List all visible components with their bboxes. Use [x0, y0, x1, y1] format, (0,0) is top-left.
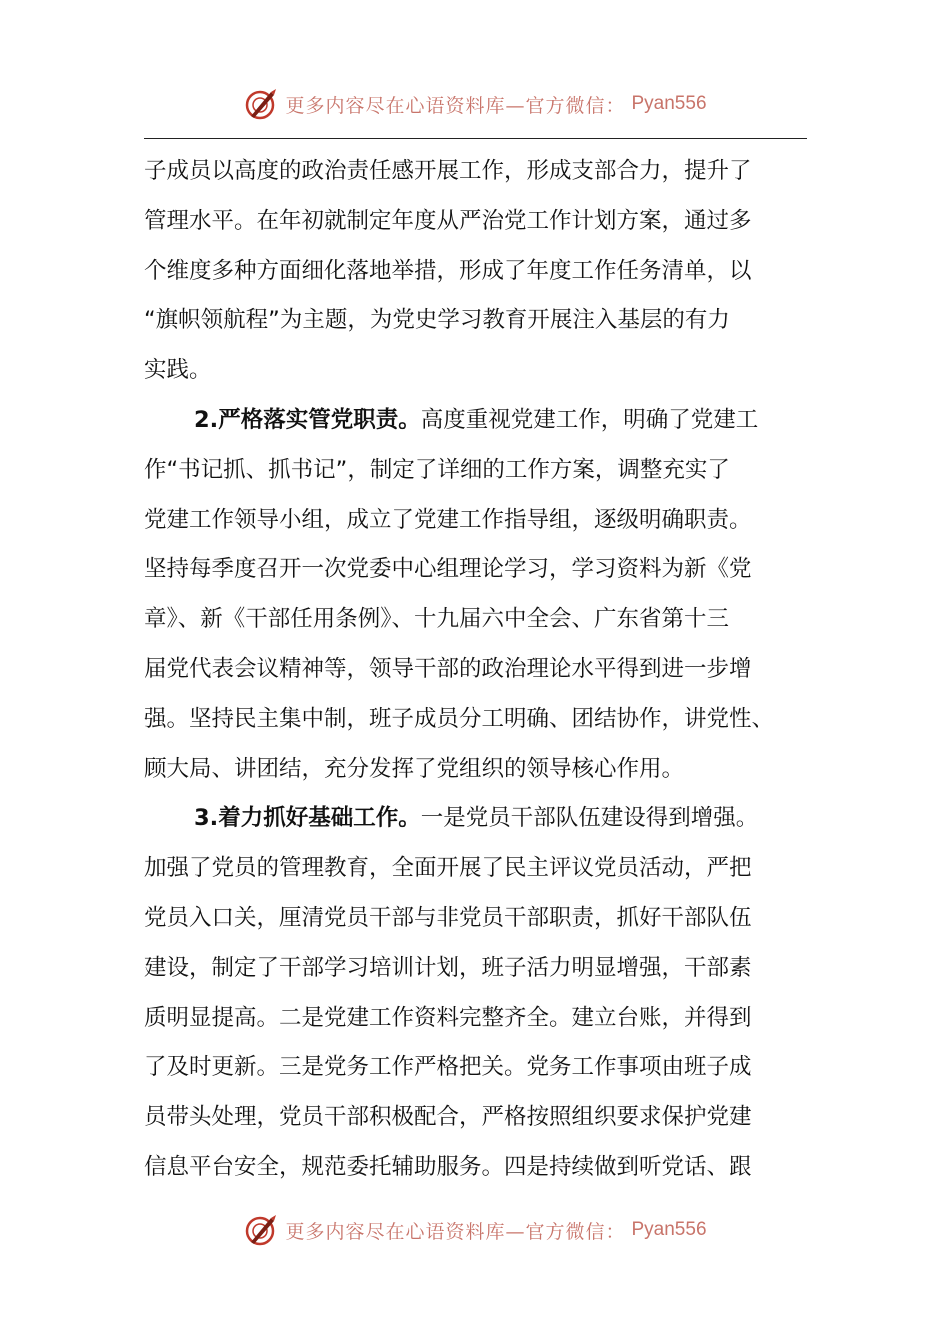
document-body — [144, 147, 807, 1193]
text-line: 建设，制定了干部学习培训计划，班子活力明显增强，干部素 — [144, 954, 752, 981]
text-line: 党建工作领导小组，成立了党建工作指导组，逐级明确职责。 — [144, 506, 752, 533]
section-heading: 3.着力抓好基础工作。 — [194, 805, 421, 832]
watermark-brand — [243, 86, 706, 122]
text-line: 章》、新《干部任用条例》、十九届六中全会、广东省第十三 — [144, 606, 730, 633]
text-run: 高度重视党建工作，明确了党建工 — [420, 406, 759, 433]
text-line: 顾大局、讲团结，充分发挥了党组织的领导核心作用。 — [144, 755, 685, 782]
watermark-brand — [243, 1212, 706, 1248]
text-line: 质明显提高。二是党建工作资料完整齐全。建立台账，并得到 — [144, 1004, 752, 1031]
text-line: 子成员以高度的政治责任感开展工作，形成支部合力，提升了 — [144, 158, 752, 184]
watermark-text: 更多内容尽在心语资料库—官方微信： — [285, 94, 626, 117]
text-line: 党员入口关，厘清党员干部与非党员干部职责，抓好干部队伍 — [144, 904, 752, 931]
paragraph-3-first-line — [144, 794, 807, 844]
text-line: 了及时更新。三是党务工作严格把关。党务工作事项由班子成 — [144, 1054, 752, 1081]
text-line: 信息平台安全，规范委托辅助服务。四是持续做到听党话、跟 — [144, 1153, 752, 1180]
header-divider — [144, 138, 807, 139]
text-line: “旗帜领航程”为主题，为党史学习教育开展注入基层的有力 — [144, 307, 730, 334]
text-run: 一是党员干部队伍建设得到增强。 — [420, 805, 759, 832]
pen-logo-icon — [243, 1212, 279, 1248]
pen-logo-icon — [243, 86, 279, 122]
watermark-text: 更多内容尽在心语资料库—官方微信： — [285, 1220, 626, 1243]
watermark-wechat-id: Pyan556 — [631, 93, 707, 114]
text-line: 加强了党员的管理教育，全面开展了民主评议党员活动，严把 — [144, 855, 752, 882]
paragraph-2-first-line — [144, 396, 807, 446]
text-line: 员带头处理，党员干部积极配合，严格按照组织要求保护党建 — [144, 1104, 752, 1131]
text-line: 强。坚持民主集中制，班子成员分工明确、团结协作，讲党性、 — [144, 705, 775, 732]
watermark-wechat-id: Pyan556 — [631, 1219, 707, 1240]
text-line: 实践。 — [144, 357, 212, 384]
page-header — [0, 82, 950, 126]
page-footer — [0, 1208, 950, 1252]
text-line: 坚持每季度召开一次党委中心组理论学习，学习资料为新《党 — [144, 556, 752, 583]
text-line: 个维度多种方面细化落地举措，形成了年度工作任务清单，以 — [144, 257, 752, 284]
text-line: 届党代表会议精神等，领导干部的政治理论水平得到进一步增 — [144, 655, 752, 682]
text-line: 管理水平。在年初就制定年度从严治党工作计划方案，通过多 — [144, 207, 752, 234]
text-line: 作“书记抓、抓书记”，制定了详细的工作方案，调整充实了 — [144, 456, 730, 483]
section-heading: 2.严格落实管党职责。 — [194, 406, 421, 433]
